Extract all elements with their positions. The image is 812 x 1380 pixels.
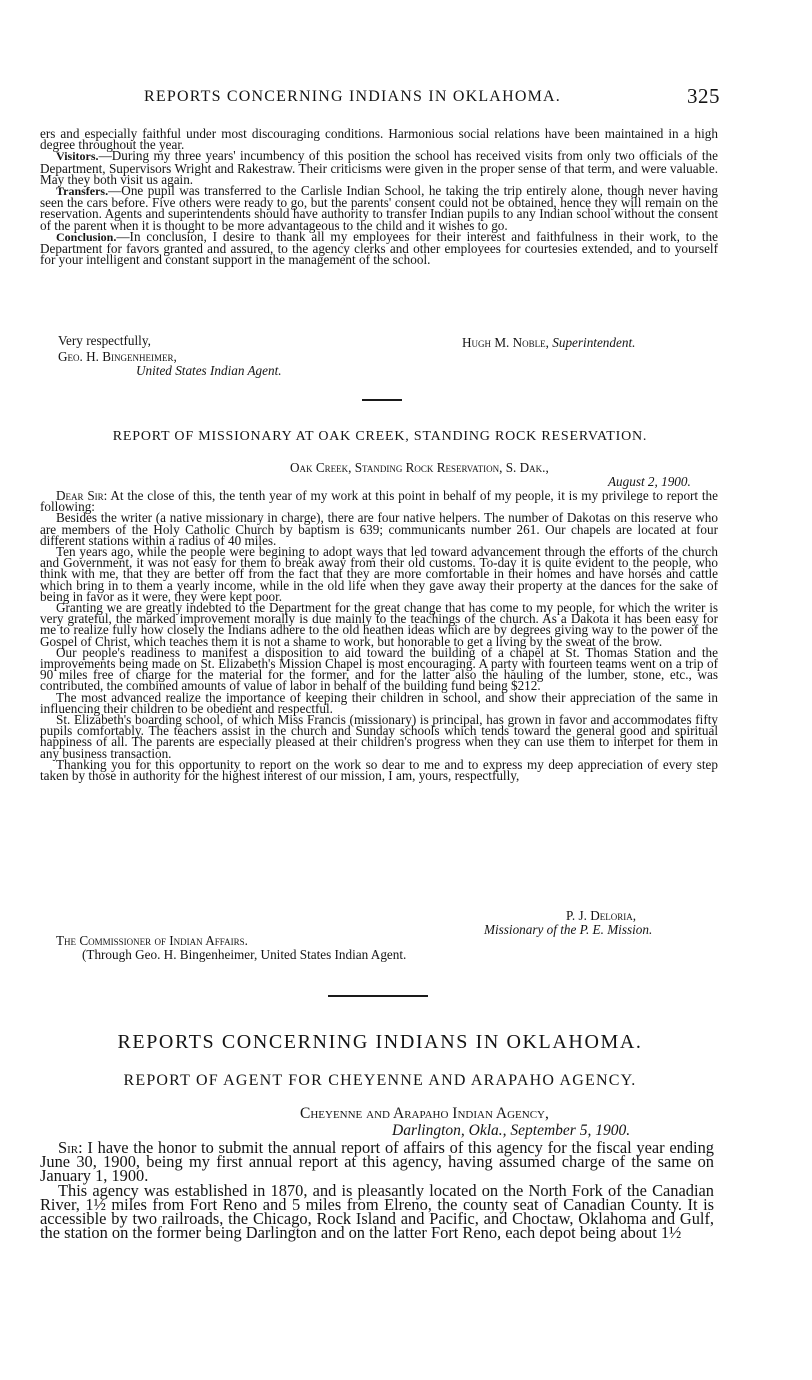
- first-report-body: [40, 126, 718, 268]
- paragraph: Conclusion.—In conclusion, I desire to thank all my employees for their interest and faithfulness in their work, to the Department for favors granted and assured, to the agency clerks and other employees for courtesies extended, and to yourself for your intelligent and constant support in the management of the school.: [40, 228, 718, 268]
- section-heading: REPORTS CONCERNING INDIANS IN OKLAHOMA.: [117, 1031, 643, 1053]
- running-head: REPORTS CONCERNING INDIANS IN OKLAHOMA.: [144, 88, 561, 105]
- paragraph: Granting we are greatly indebted to the Department for the great change that has come to my people, for which the writer is very grateful, the marked improvement morally is due mainly to the teachings of the church. As a Dakota it has been easy for me to realize fully how closely the Indians adhere to the old heathen ideas which are by degrees giving way to the power of the Gospel of Christ, which teaches them it is not a shame to work, but honorable to get a living by the sweat of the brow.: [40, 600, 718, 649]
- paragraph: This agency was established in 1870, and is pleasantly located on the North Fork of the Canadian River, 1½ miles from Fort Reno and 5 miles from Elreno, the county seat of Canadian County. It is accessible by two railroads, the Chicago, Rock Island and Pacific, and Choctaw, Oklahoma and Gulf, the station on the former being Darlington and on the latter Fort Reno, each depot being about 1½: [40, 1180, 714, 1243]
- signature-title: Superintendent.: [552, 335, 636, 350]
- page-header: [40, 84, 720, 110]
- paragraph: The most advanced realize the importance of keeping their children in school, and show their appreciation of the same in influencing their children to be obedient and respectful.: [40, 689, 718, 716]
- addressee: The Commissioner of Indian Affairs.: [56, 933, 248, 948]
- paragraph: St. Elizabeth's boarding school, of which Miss Francis (missionary) is principal, has grown in favor and accommodates fifty pupils comfortably. The teachers assist in the church and Sunday schools which tends toward the general good and spiritual happiness of all. The parents are especially pleased at their children's progress when they can use them to interpet for them in any business transaction.: [40, 712, 718, 761]
- paragraph: Sir: I have the honor to submit the annual report of affairs of this agency for the fiscal year ending June 30, 1900, being my first annual report at this agency, having assumed charge of the same on January 1, 1900.: [40, 1138, 714, 1186]
- paragraph-lead: Conclusion.: [56, 229, 117, 244]
- addressee-title: United States Indian Agent.: [136, 363, 282, 378]
- section-divider: [328, 995, 428, 997]
- section-divider: [362, 399, 402, 401]
- signature-name: Hugh M. Noble,: [462, 335, 549, 350]
- paragraph: Our people's readiness to manifest a disposition to aid toward the building of a chapel at St. Thomas Station and the improvements being made on St. Elizabeth's Mission Chapel is most encouraging. A party with fourteen teams went on a trip of 90 miles free of charge for the material for the former, and for the latter also the hauling of the lumber, stone, etc., was contributed, the combined amounts of value of labor in behalf of the building fund being $212.: [40, 644, 718, 694]
- page-number: 325: [687, 84, 720, 108]
- paragraph: Ten years ago, while the people were begining to adopt ways that led toward advancement through the efforts of the church and Government, it was not easy for them to break away from their old customs. To-day it is quite evident to the people, who think with me, that they are better off from the fact that they are more comfortable in their homes and have horses and cattle which bring in to them a yearly income, while in the old life when they gave away their property at the dances for the sake of being in favor as it were, they were kept poor.: [40, 544, 718, 604]
- salutation: Sir:: [58, 1138, 83, 1157]
- paragraph: Besides the writer (a native missionary in charge), there are four native helpers. The number of Dakotas on this reserve who are members of the Holy Catholic Church by baptism is 639; communicants number 261. Our chapels are located at four different stations within a radius of 40 miles.: [40, 510, 718, 548]
- paragraph: Thanking you for this opportunity to report on the work so dear to me and to express my deep appreciation of every step taken by those in authority for the highest interest of our mission, I am, yours, respectfully,: [40, 756, 718, 784]
- closing: Very respectfully,: [58, 333, 151, 348]
- signature: [462, 336, 635, 349]
- paragraph: Dear Sir: At the close of this, the tenth year of my work at this point in behalf of my people, it is my privilege to report the following:: [40, 488, 719, 515]
- second-report-body: [40, 488, 719, 784]
- signature-title: Missionary of the P. E. Mission.: [484, 922, 653, 937]
- paragraph-lead: Transfers.: [56, 184, 109, 199]
- section-subheading: REPORT OF AGENT FOR CHEYENNE AND ARAPAHO AGENCY.: [123, 1072, 637, 1089]
- salutation: Dear Sir:: [56, 488, 108, 503]
- through-line: (Through Geo. H. Bingenheimer, United States Indian Agent.: [82, 947, 407, 962]
- dateline-place: Cheyenne and Arapaho Indian Agency,: [300, 1105, 549, 1122]
- signature-name: P. J. Deloria,: [566, 908, 637, 923]
- paragraph: ers and especially faithful under most discouraging conditions. Harmonious social relations have been maintained in a high degree throughout the year.: [40, 126, 718, 153]
- paragraph: Transfers.—One pupil was transferred to the Carlisle Indian School, he taking the trip entirely alone, though never having seen the cars before. Five others were ready to go, but the parents' consent could not be obtained, hence they will remain on the reservation. Agents and superintendents should have authority to transfer Indian pupils to any Indian school without the consent of the parent when it is thought to be more advantageous to the child and it wishes to go.: [40, 183, 718, 233]
- dateline-date: Darlington, Okla., September 5, 1900.: [392, 1122, 631, 1139]
- addressee-name: Geo. H. Bingenheimer,: [58, 349, 177, 364]
- oklahoma-report-body: [40, 1138, 714, 1243]
- paragraph-lead: Visitors.: [56, 149, 99, 164]
- dateline-place: Oak Creek, Standing Rock Reservation, S. Dak.,: [290, 460, 549, 475]
- section-title: REPORT OF MISSIONARY AT OAK CREEK, STANDING ROCK RESERVATION.: [112, 429, 648, 444]
- paragraph: Visitors.—During my three years' incumbency of this position the school has received visits from only two officials of the Department, Supervisors Wright and Rakestraw. Their criticisms were given in the proper sense of that term, and were valuable. May they both visit us again.: [40, 148, 718, 187]
- dateline-date: August 2, 1900.: [608, 474, 691, 489]
